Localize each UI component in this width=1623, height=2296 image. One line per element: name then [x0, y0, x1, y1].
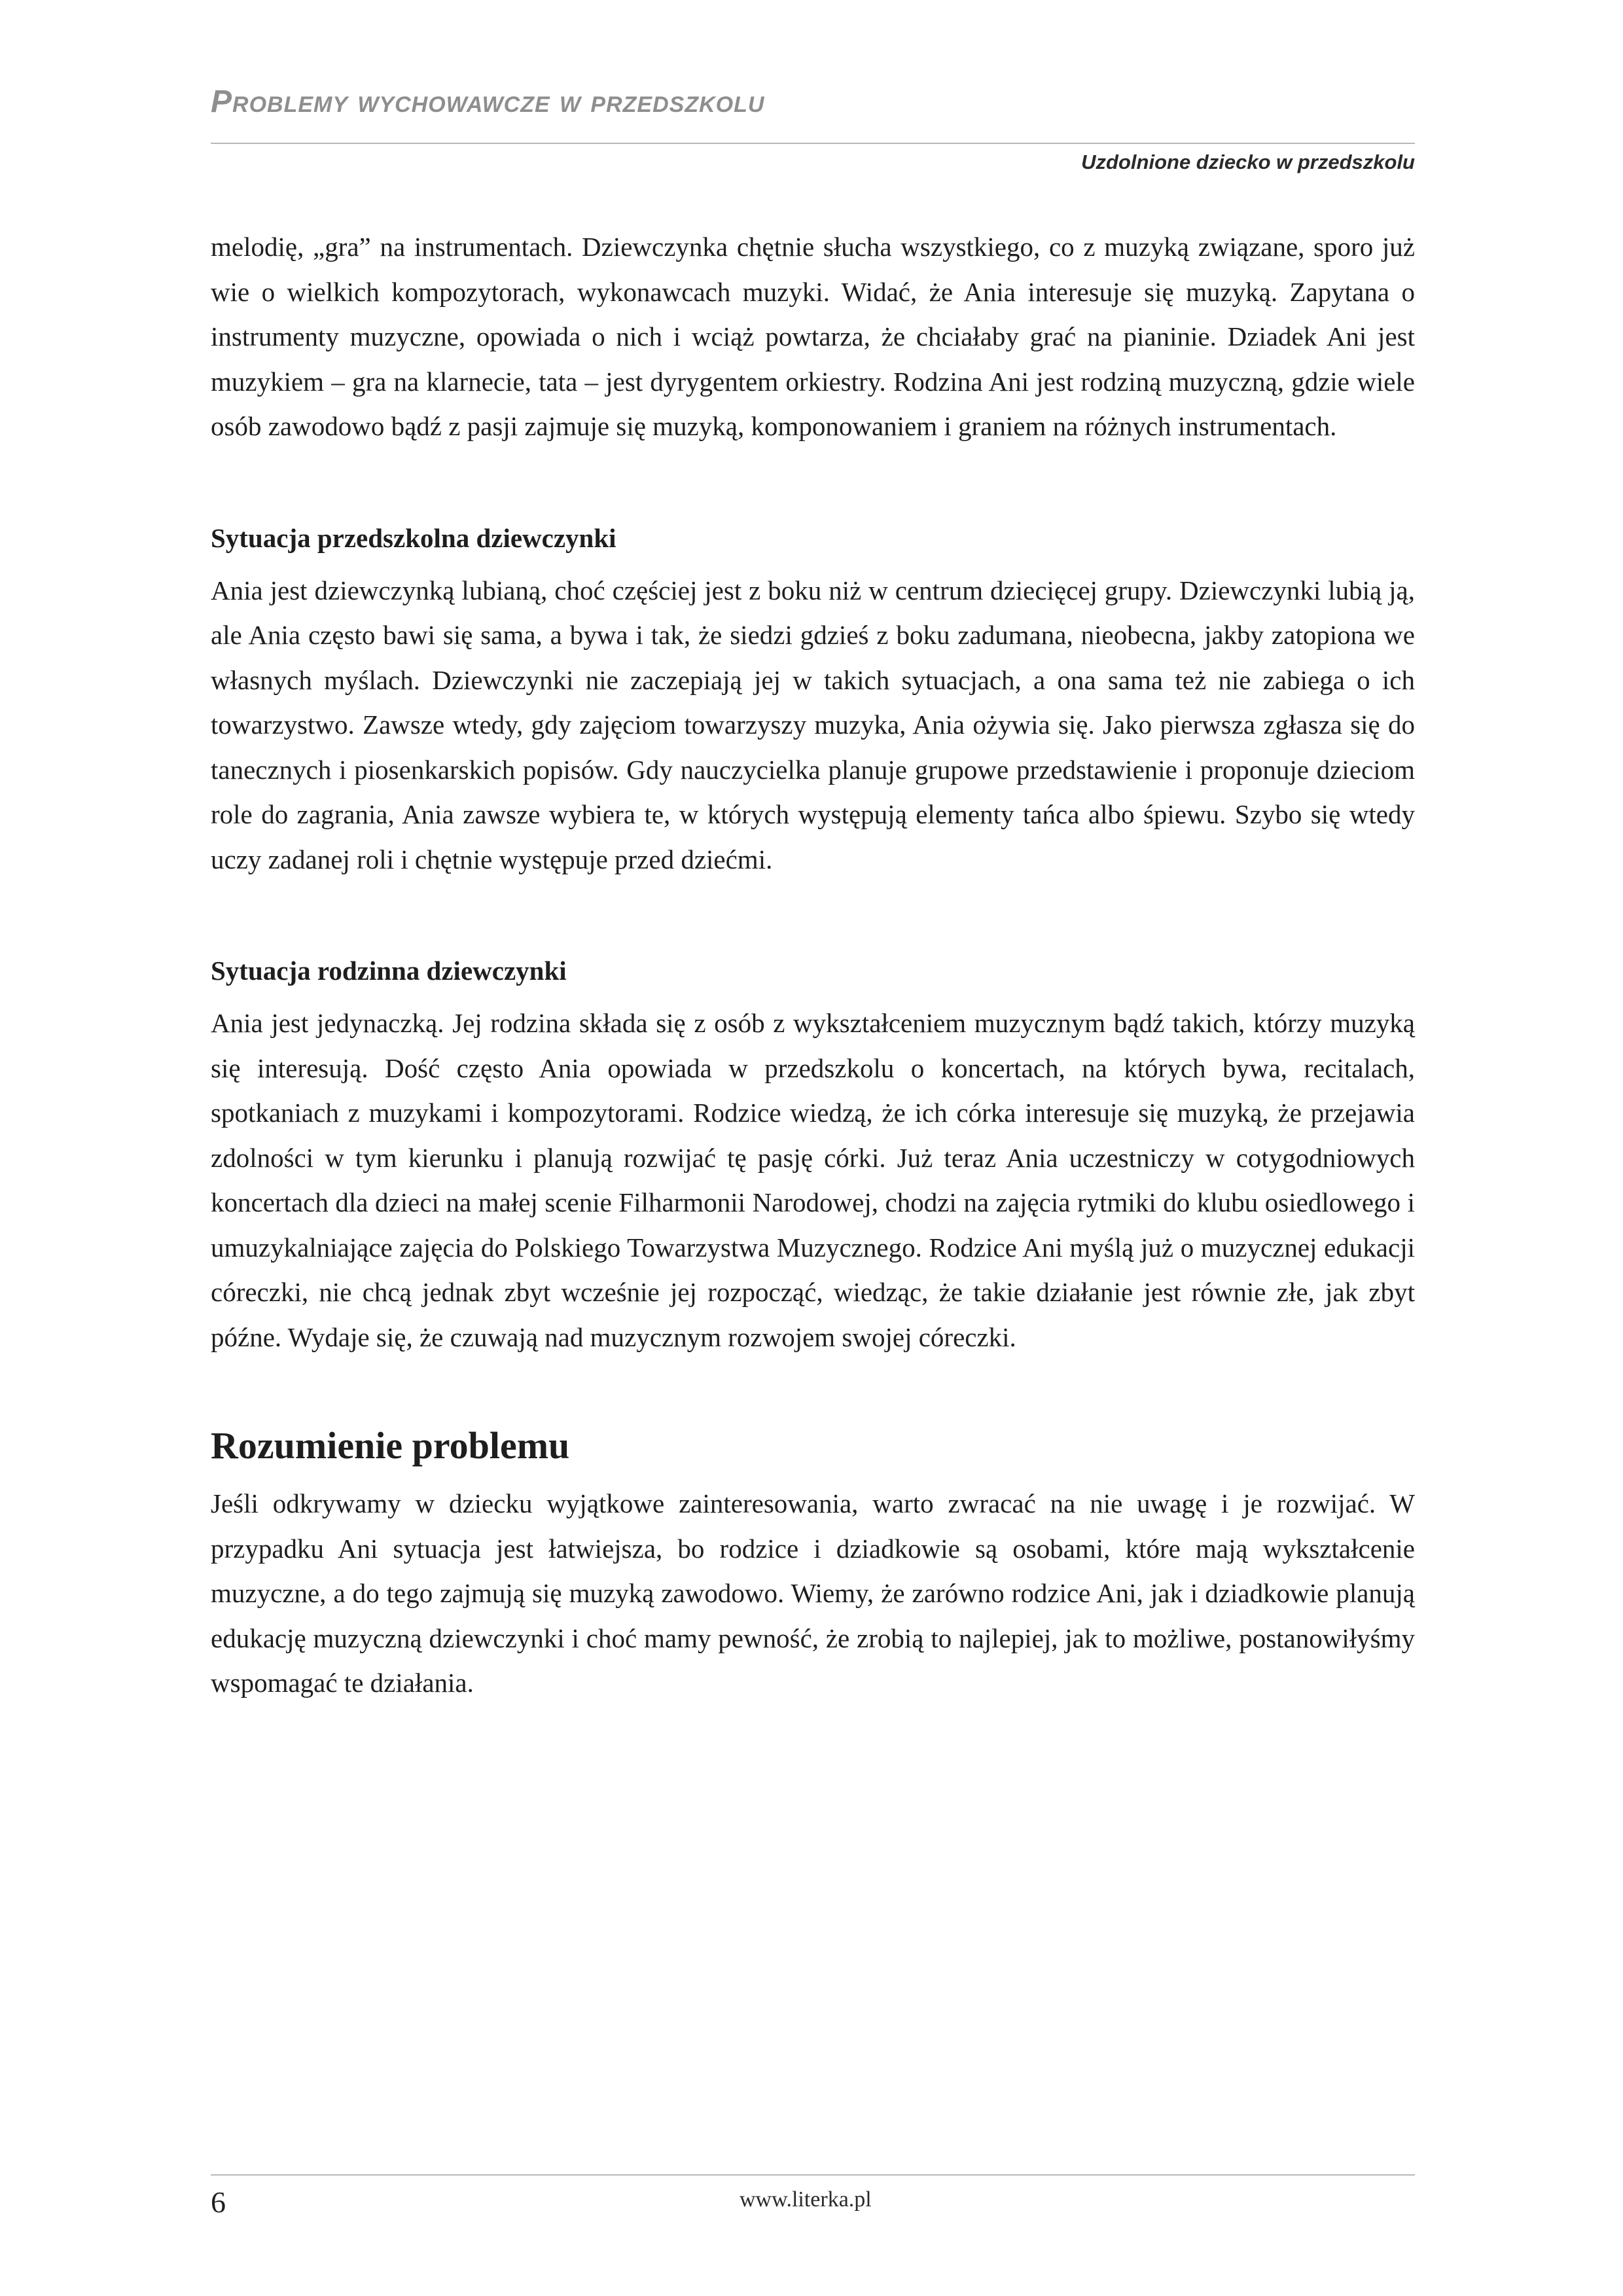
page-number: 6 [211, 2185, 226, 2219]
section-text-preschool: Ania jest dziewczynką lubianą, choć częściej jest z boku niż w centrum dziecięcej grupy. Dziewczynki lubią ją, ale Ania często bawi się sama, a bywa i tak, że siedzi gdzieś z boku zadumana, nieobecna, jakby zatopiona we własnych myślach. Dziewczynki nie zaczepiają jej w takich sytuacjach, a ona sama też nie zabiega o ich towarzystwo. Zawsze wtedy, gdy zajęciom towarzyszy muzyka, Ania ożywia się. Jako pierwsza zgłasza się do tanecznych i piosenkarskich popisów. Gdy nauczycielka planuje grupowe przedstawienie i proponuje dzieciom role do zagrania, Ania zawsze wybiera te, w których występują elementy tańca albo śpiewu. Szybo się wtedy uczy zadanej roli i chętnie występuje przed dziećmi. [211, 575, 1415, 874]
main-text-understanding: Jeśli odkrywamy w dziecku wyjątkowe zainteresowania, warto zwracać na nie uwagę i je rozwijać. W przypadku Ani sytuacja jest łatwiejsza, bo rodzice i dziadkowie są osobami, które mają wykształcenie muzyczne, a do tego zajmują się muzyką zawodowo. Wiemy, że zarówno rodzice Ani, jak i dziadkowie planują edukację muzyczną dziewczynki i choć mamy pewność, że zrobią to najlepiej, jak to możliwe, postanowiłyśmy wspomagać te działania. [211, 1488, 1415, 1698]
main-heading-understanding: Rozumienie problemu [211, 1424, 570, 1467]
intro-paragraph: melodię, „gra” na instrumentach. Dziewczynka chętnie słucha wszystkiego, co z muzyką związane, sporo już wie o wielkich kompozytorach, wykonawcach muzyki. Widać, że Ania interesuje się muzyką. Zapytana o instrumenty muzyczne, opowiada o nich i wciąż powtarza, że chciałaby grać na pianinie. Dziadek Ani jest muzykiem – gra na klarnecie, tata – jest dyrygentem orkiestry. Rodzina Ani jest rodziną muzyczną, gdzie wiele osób zawodowo bądź z pasji zajmuje się muzyką, komponowaniem i graniem na różnych instrumentach. [211, 232, 1415, 441]
header-divider [211, 143, 1415, 144]
section-text-family: Ania jest jedynaczką. Jej rodzina składa się z osób z wykształceniem muzycznym bądź takich, którzy muzyką się interesują. Dość często Ania opowiada w przedszkolu o koncertach, na których bywa, recitalach, spotkaniach z muzykami i kompozytorami. Rodzice wiedzą, że ich córka interesuje się muzyką, że przejawia zdolności w tym kierunku i planują rozwijać tę pasję córki. Już teraz Ania uczestniczy w cotygodniowych koncertach dla dzieci na małej scenie Filharmonii Narodowej, chodzi na zajęcia rytmiki do klubu osiedlowego i umuzykalniające zajęcia do Polskiego Towarzystwa Muzycznego. Rodzice Ani myślą już o muzycznej edukacji córeczki, nie chcą jednak zbyt wcześnie jej rozpocząć, wiedząc, że takie działanie jest równie złe, jak zbyt późne. Wydaje się, że czuwają nad muzycznym rozwojem swojej córeczki. [211, 1008, 1415, 1352]
footer-divider [211, 2174, 1415, 2176]
section-heading-preschool: Sytuacja przedszkolna dziewczynki [211, 522, 616, 553]
running-header-subtitle: Uzdolnione dziecko w przedszkolu [1081, 151, 1415, 173]
page-content [211, 224, 1415, 1706]
running-header-title: Problemy wychowawcze w przedszkolu [211, 84, 765, 119]
footer-url: www.literka.pl [740, 2187, 872, 2212]
section-heading-family: Sytuacja rodzinna dziewczynki [211, 956, 567, 986]
